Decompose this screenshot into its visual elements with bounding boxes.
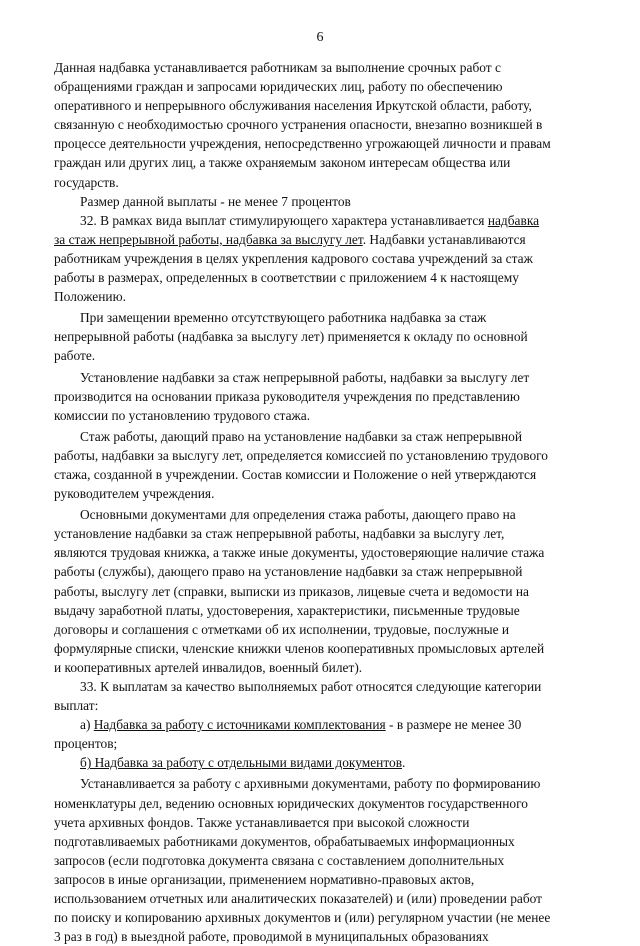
text-line <box>54 173 580 192</box>
text-line <box>54 715 580 734</box>
text-segment: 32. В рамках вида выплат стимулирующего характера устанавливается <box>80 212 488 228</box>
text-line <box>54 696 580 715</box>
text-line <box>54 308 580 327</box>
text-line <box>54 427 580 446</box>
text-line <box>54 832 580 851</box>
text-segment: а) <box>80 717 94 733</box>
text-line <box>54 346 580 365</box>
underlined-text: надбавка <box>487 212 540 228</box>
text-line <box>54 677 580 696</box>
text-line <box>54 753 580 772</box>
text-segment: 3 раз в год) в выездной работе, проводимой в муниципальных образованиях <box>54 929 489 945</box>
text-segment: Положению. <box>54 289 126 305</box>
text-line <box>54 327 580 346</box>
text-segment: Установление надбавки за стаж непрерывной работы, надбавки за выслугу лет <box>80 369 530 385</box>
text-segment: учета архивных фондов. Также устанавливается при высокой сложности <box>54 814 470 830</box>
text-segment: связанную с необходимостью срочного устранения опасности, внезапно возникшей в <box>54 117 543 133</box>
text-line <box>54 620 580 639</box>
text-line <box>54 543 580 562</box>
text-segment: договоры и соглашения с отметками об их исполнении, трудовые, послужные и <box>54 621 510 637</box>
body-text <box>54 58 580 946</box>
text-segment: работы в размерах, определенных в соответствии с приложением 4 к настоящему <box>54 270 519 286</box>
text-line <box>54 368 580 387</box>
text-segment: обращениями граждан и запросами юридических лиц, работу по обеспечению <box>54 79 503 95</box>
text-segment: непрерывной работы (надбавка за выслугу лет) применяется к окладу по основной <box>54 329 528 345</box>
text-segment: . Надбавки устанавливаются <box>362 231 526 247</box>
text-segment: запросов в иные организации, применением нормативно-правовых актов, <box>54 871 475 887</box>
text-line <box>54 794 580 813</box>
text-segment: Данная надбавка устанавливается работникам за выполнение срочных работ с <box>54 60 501 75</box>
text-segment: выдачу заработной платы, удостоверения, характеристики, письменные трудовые <box>54 602 520 618</box>
text-segment: - в размере не менее 30 <box>385 717 522 733</box>
text-segment: работы (службы), дающего право на установление надбавки за стаж непрерывной <box>54 564 523 580</box>
text-line <box>54 211 580 230</box>
text-segment: запросов (если подготовка документа связана с составлением дополнительных <box>54 852 505 868</box>
text-segment: процессе деятельности учреждения, непосредственно угрожающей личности и правам <box>54 136 551 152</box>
text-line <box>54 889 580 908</box>
text-line <box>54 851 580 870</box>
text-segment: являются трудовая книжка, а также иные документы, удостоверяющие наличие стажа <box>54 545 545 561</box>
text-segment: стажа, созданной в учреждении. Состав комиссии и Положение о ней утверждаются <box>54 466 537 482</box>
text-segment: работе. <box>54 348 96 364</box>
text-line <box>54 249 580 268</box>
text-line <box>54 446 580 465</box>
text-segment: руководителем учреждения. <box>54 486 215 502</box>
text-line <box>54 524 580 543</box>
text-line <box>54 734 580 753</box>
text-line <box>54 601 580 620</box>
text-segment: Стаж работы, дающий право на установление надбавки за стаж непрерывной <box>80 428 523 444</box>
text-line <box>54 406 580 425</box>
text-line <box>54 927 580 946</box>
text-segment: оперативного и непрерывного обслуживания населения Иркутской области, работу, <box>54 98 532 114</box>
underlined-text: Надбавка за работу с источниками комплектования <box>93 717 386 733</box>
text-line <box>54 505 580 524</box>
underlined-text: б) Надбавка за работу с отдельными видами документов <box>80 755 403 771</box>
text-line <box>54 134 580 153</box>
text-line <box>54 484 580 503</box>
text-line <box>54 870 580 889</box>
text-line <box>54 96 580 115</box>
text-line <box>54 58 580 77</box>
text-segment: государств. <box>54 174 119 190</box>
text-segment: производится на основании приказа руководителя учреждения по представлению <box>54 388 520 404</box>
text-segment: формулярные списки, членские книжки членов кооперативных промысловых артелей <box>54 640 545 656</box>
text-line <box>54 582 580 601</box>
text-line <box>54 465 580 484</box>
text-segment: выплат: <box>54 698 99 714</box>
text-line <box>54 268 580 287</box>
text-segment: комиссии по установлению трудового стажа. <box>54 407 311 423</box>
text-line <box>54 639 580 658</box>
text-segment: номенклатуры дел, ведению основных юридических документов государственного <box>54 795 528 811</box>
text-line <box>54 562 580 581</box>
text-segment: и кооперативных артелей инвалидов, военный билет). <box>54 659 363 675</box>
text-segment: процентов; <box>54 736 118 752</box>
text-line <box>54 387 580 406</box>
text-line <box>54 192 580 211</box>
text-line <box>54 230 580 249</box>
text-segment: 33. К выплатам за качество выполняемых работ относятся следующие категории <box>80 679 542 694</box>
text-line <box>54 813 580 832</box>
text-segment: . <box>402 755 406 771</box>
text-line <box>54 115 580 134</box>
text-line <box>54 908 580 927</box>
text-segment: Основными документами для определения стажа работы, дающего право на <box>80 507 516 523</box>
text-segment: установление надбавки за стаж непрерывной работы, надбавки за выслугу лет, <box>54 526 505 542</box>
text-segment: При замещении временно отсутствующего работника надбавка за стаж <box>80 310 487 326</box>
text-segment: работы, надбавки за выслугу лет, определяется комиссией по установлению трудового <box>54 447 548 463</box>
text-segment: по поиску и копированию архивных документов и (или) регулярном участии (не менее <box>54 910 551 926</box>
text-line <box>54 153 580 172</box>
text-segment: работникам учреждения в целях укрепления кадрового состава учреждений за стаж <box>54 250 533 266</box>
text-segment: работы, выслугу лет (справки, выписки из приказов, лицевые счета и ведомости на <box>54 583 529 599</box>
underlined-text: за стаж непрерывной работы, надбавка за выслугу лет <box>54 231 363 247</box>
text-segment: подготавливаемых работниками документов, обрабатываемых информационных <box>54 833 515 849</box>
page-number: 6 <box>316 30 324 45</box>
text-segment: использованием отчетных или аналитических показателей) и (или) проведении работ <box>54 891 543 907</box>
text-segment: граждан или других лиц, а также охраняемым законом интересам общества или <box>54 155 511 171</box>
text-line <box>54 774 580 793</box>
text-segment: Размер данной выплаты - не менее 7 процентов <box>80 193 351 209</box>
text-line <box>54 287 580 306</box>
text-line <box>54 658 580 677</box>
text-segment: Устанавливается за работу с архивными документами, работу по формированию <box>80 776 541 792</box>
text-line <box>54 77 580 96</box>
